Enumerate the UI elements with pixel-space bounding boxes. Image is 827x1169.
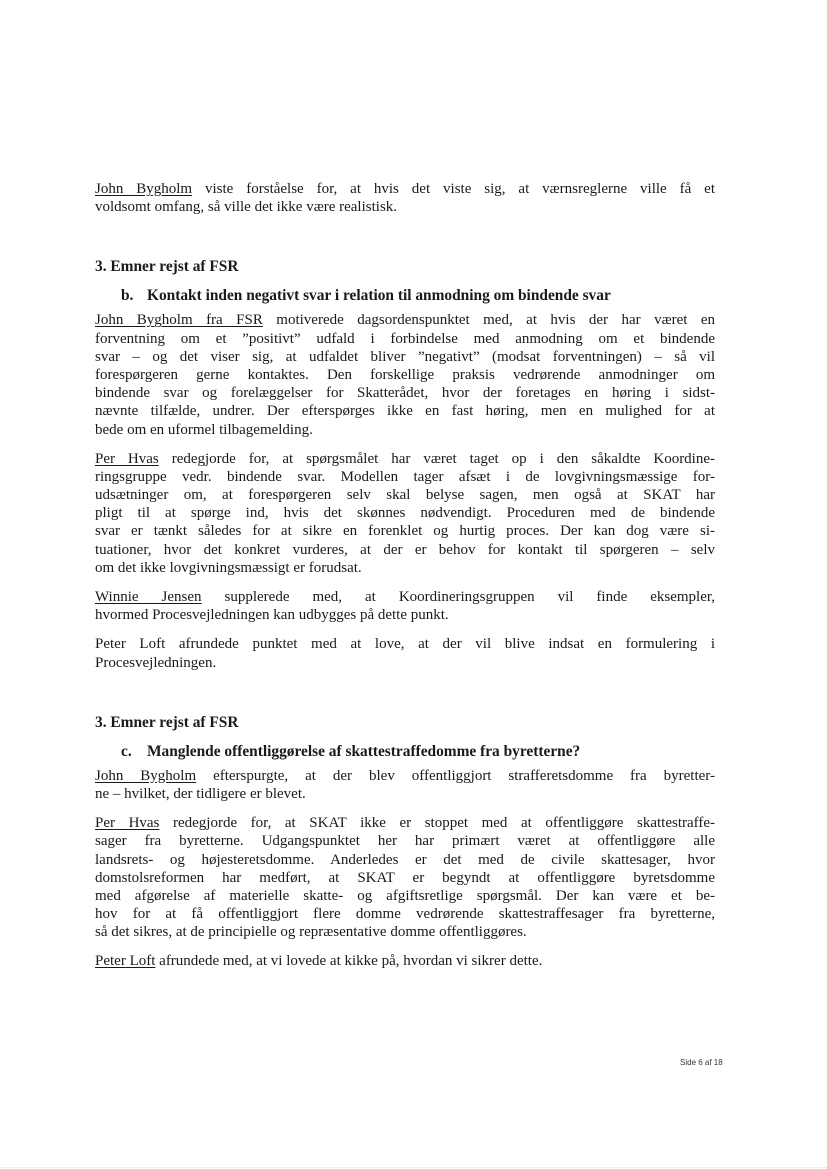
text-line — [95, 952, 715, 970]
text-line — [95, 522, 715, 540]
line-text: bindende svar og forelæggelser for Skatterådet, hvor der foretages en høring i sidst- — [95, 385, 715, 402]
line-text: udsætninger om, at forespørgeren selv skal belyse sagen, men også at SKAT har — [95, 487, 715, 504]
paragraph — [95, 952, 715, 970]
text-line — [95, 504, 715, 522]
text-line — [95, 851, 715, 869]
text-line — [95, 588, 715, 606]
text-line — [95, 180, 715, 198]
text-line — [95, 814, 715, 832]
text-line — [95, 486, 715, 504]
paragraph — [95, 767, 715, 803]
line-text: afrundede med, at vi lovede at kikke på, hvordan vi sikrer dette. — [155, 953, 543, 970]
text-line — [95, 198, 715, 216]
line-text: Peter Loft afrundede punktet med at love, at der vil blive indsat en formulering i — [95, 636, 715, 653]
text-line — [95, 468, 715, 486]
line-text: pligt til at spørge ind, hvis det skønnes nødvendigt. Proceduren med de bindende — [95, 505, 715, 522]
subsection-heading — [121, 286, 715, 305]
text-line — [95, 785, 715, 803]
text-line — [95, 366, 715, 384]
line-text: så det sikres, at de principielle og repræsentative domme offentliggøres. — [95, 924, 527, 941]
line-text: viste forståelse for, at hvis det viste sig, at værnsreglerne ville få et — [192, 181, 715, 197]
text-line — [95, 311, 715, 329]
text-line — [95, 606, 715, 624]
paragraph — [95, 635, 715, 671]
text-line — [95, 559, 715, 577]
paragraph — [95, 180, 715, 216]
line-text: forventning om et ”positivt” udfald i forbindelse med anmodning om et bindende — [95, 330, 715, 347]
paragraph — [95, 814, 715, 941]
spacer — [95, 227, 715, 257]
text-line — [95, 330, 715, 348]
line-text: med afgørelse af materielle skatte- og afgiftsretlige spørgsmål. Der kan være et be- — [95, 887, 715, 904]
subsection-title: Manglende offentliggørelse af skattestraffedomme fra byretterne? — [147, 742, 581, 760]
line-text: tuationer, hvor det konkret vurderes, at der er behov for kontakt til spørgeren – selv — [95, 541, 715, 558]
line-text: voldsomt omfang, så ville det ikke være realistisk. — [95, 199, 398, 216]
speaker-name: Winnie Jensen — [95, 589, 202, 605]
line-text: nævnte tilfælde, undrer. Der efterspørges ikke en fast høring, men en mulighed for at — [95, 403, 715, 420]
line-text: redegjorde for, at spørgsmålet har været taget op i den såkaldte Koordine- — [158, 450, 716, 467]
speaker-name: John Bygholm — [95, 767, 197, 784]
text-line — [95, 654, 715, 672]
line-text: hov for at få offentliggjort flere domme vedrørende skattestraffesager fra byretterne, — [95, 906, 715, 923]
spacer — [95, 683, 715, 713]
text-line — [95, 869, 715, 887]
text-line — [95, 450, 715, 468]
document-body — [95, 180, 715, 982]
line-text: forespørgeren gerne kontaktes. Den forskellige praksis vedrørende anmodninger om — [95, 366, 715, 383]
line-text: redegjorde for, at SKAT ikke er stoppet med at offentliggøre skattestraffe- — [159, 815, 716, 832]
line-text: hvormed Procesvejledningen kan udbygges på dette punkt. — [95, 607, 449, 624]
line-text: efterspurgte, at der blev offentliggjort strafferetsdomme fra byretter- — [196, 767, 715, 784]
text-line — [95, 767, 715, 785]
speaker-name: Per Hvas — [95, 815, 160, 832]
line-text: supplerede med, at Koordineringsgruppen vil finde eksempler, — [201, 589, 716, 605]
text-line — [95, 421, 715, 439]
text-line — [95, 384, 715, 402]
speaker-name: John Bygholm fra FSR — [95, 312, 263, 329]
speaker-name: Peter Loft — [95, 953, 156, 970]
line-text: om det ikke lovgivningsmæssigt er forudsat. — [95, 559, 362, 576]
line-text: landsrets- og højesteretsdomme. Anderledes er det med de civile skattesager, hvor — [95, 851, 715, 868]
paragraph — [95, 588, 715, 624]
line-text: svar – og det viser sig, at udfaldet bliver ”negativt” (modsat forventningen) – så vil — [95, 348, 715, 365]
paragraph — [95, 450, 715, 577]
line-text: domstolsreformen har medført, at SKAT er begyndt at offentliggøre byretsdomme — [95, 869, 715, 886]
line-text: motiverede dagsordenspunktet med, at hvis der har været en — [262, 312, 715, 329]
text-line — [95, 832, 715, 850]
section-heading: 3. Emner rejst af FSR — [95, 713, 239, 731]
text-line — [95, 402, 715, 420]
paragraph — [95, 311, 715, 438]
subsection-heading — [121, 742, 715, 761]
line-text: svar er tænkt således for at sikre en forenklet og hurtig proces. Der kan dog være si- — [95, 523, 715, 540]
text-line — [95, 905, 715, 923]
line-text: sager fra byretterne. Udgangspunktet her har primært været at offentliggøre alle — [95, 833, 715, 850]
subsection-label: b. — [121, 287, 134, 305]
line-text: Procesvejledningen. — [95, 654, 217, 671]
text-line — [95, 541, 715, 559]
subsection-title: Kontakt inden negativt svar i relation til anmodning om bindende svar — [147, 287, 611, 305]
text-line — [95, 635, 715, 653]
speaker-name: Per Hvas — [95, 450, 159, 467]
page-number: Side 6 af 18 — [680, 1058, 723, 1067]
line-text: ringsgruppe vedr. bindende svar. Modellen tager afsæt i de lovgivningsmæssige for- — [95, 468, 715, 485]
subsection-label: c. — [121, 742, 132, 760]
text-line — [95, 348, 715, 366]
section-heading: 3. Emner rejst af FSR — [95, 258, 239, 276]
line-text: ne – hvilket, der tidligere er blevet. — [95, 785, 306, 802]
text-line — [95, 923, 715, 941]
speaker-name: John Bygholm — [95, 181, 193, 197]
text-line — [95, 887, 715, 905]
line-text: bede om en uformel tilbagemelding. — [95, 421, 313, 438]
